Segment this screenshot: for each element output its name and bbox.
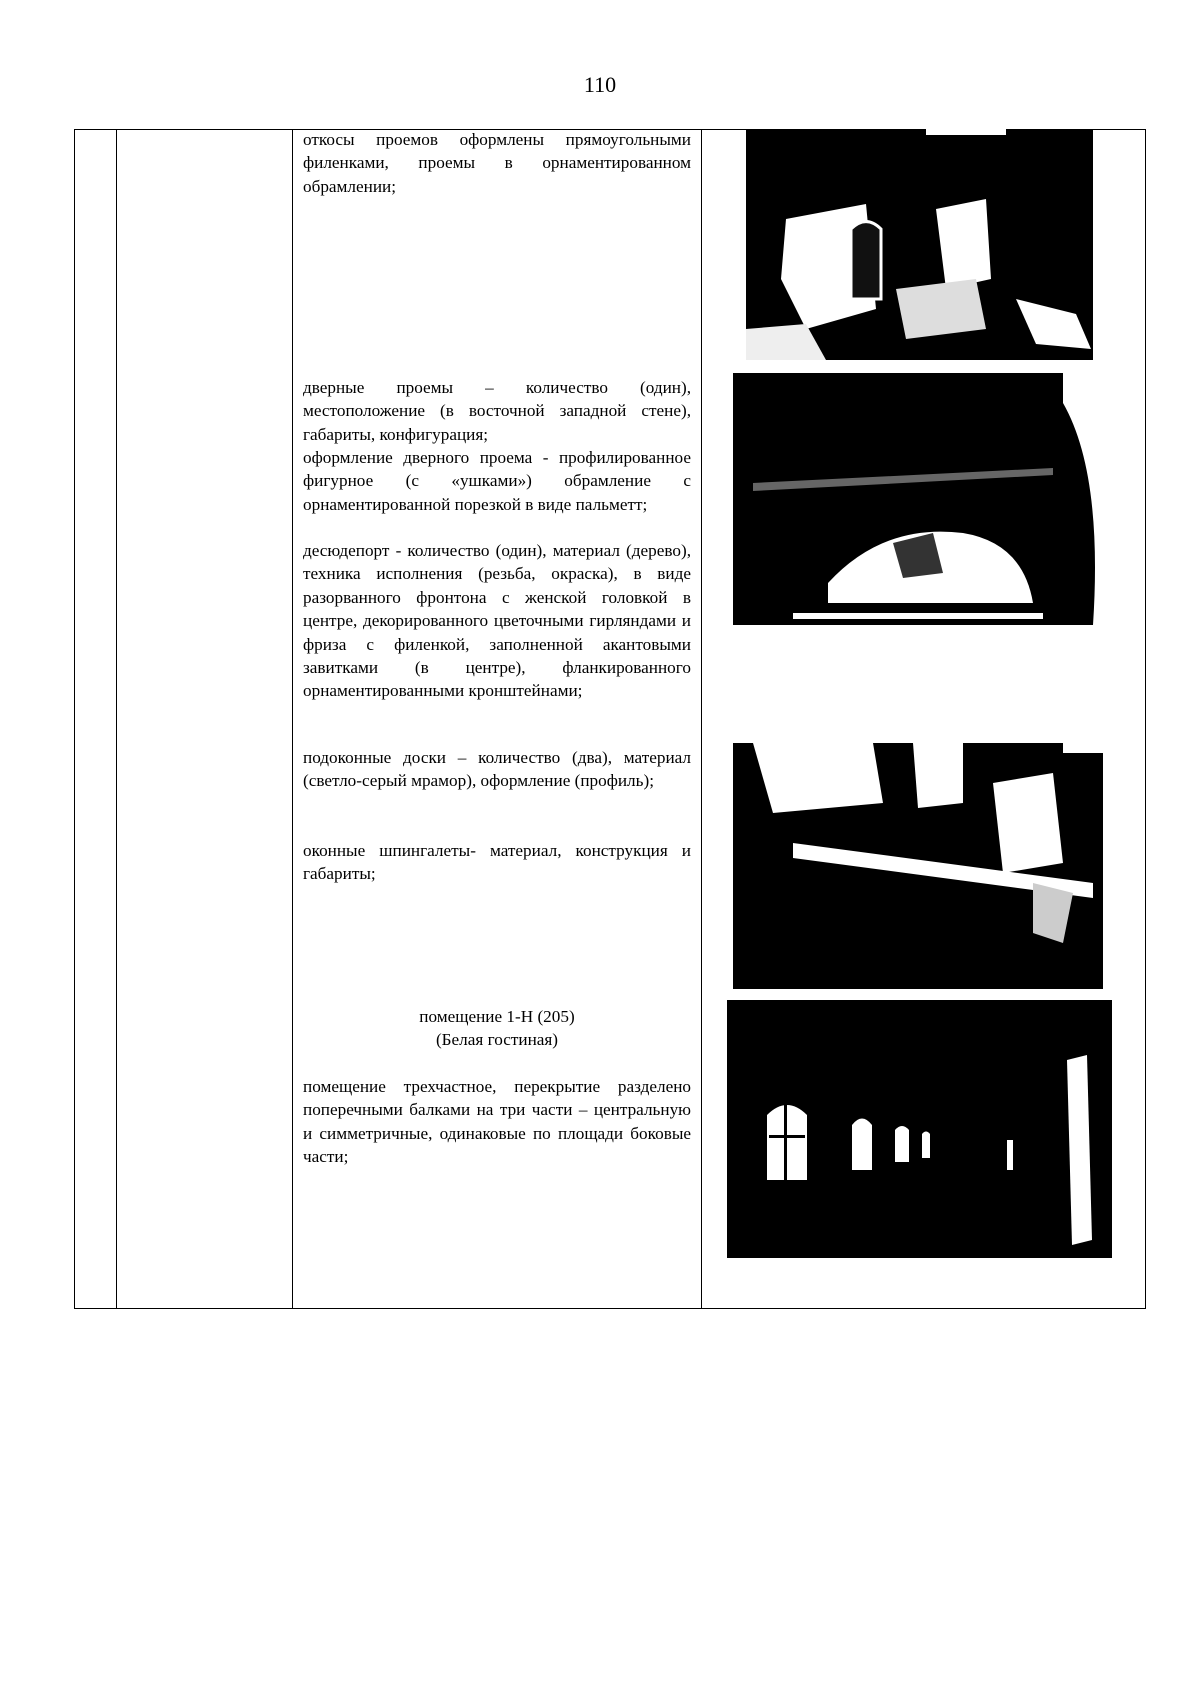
- photo-white-drawing-room: [727, 1000, 1112, 1258]
- room-title: помещение 1-Н (205): [419, 1007, 575, 1026]
- photo-doorway: [733, 373, 1106, 625]
- room-name: (Белая гостиная): [435, 1030, 559, 1049]
- paragraph-door-openings: дверные проемы – количество (один), местоположение (в восточной западной стене), габариты, конфигурация;: [303, 378, 691, 444]
- column-divider-3: [701, 130, 702, 1308]
- paragraph-door-frame: оформление дверного проема - профилированное фигурное (с «ушками») обрамление с орнаментированной порезкой в виде пальметт;: [303, 448, 691, 514]
- column-divider-1: [116, 130, 117, 1308]
- column-divider-2: [292, 130, 293, 1308]
- paragraph-window-sills: подоконные доски – количество (два), материал (светло-серый мрамор), оформление (профиль);: [303, 748, 691, 791]
- paragraph-overdoor: десюдепорт - количество (один), материал (дерево), техника исполнения (резьба, окраска), в виде разорванного фронтона с женской головкой в центре, декорированного цветочными гирляндами и фриза с филенкой, заполненной акантовыми завитками (в центре), фланкированного орнаментированными кронштейнами;: [303, 541, 691, 701]
- page-number: 110: [583, 72, 617, 97]
- photo-window-reveals: [746, 129, 1093, 360]
- paragraph-room-description: помещение трехчастное, перекрытие разделено поперечными балками на три части – центральную и симметричные, одинаковые по площади боковые части;: [303, 1077, 691, 1167]
- paragraph-window-reveals: откосы проемов оформлены прямоугольными филенками, проемы в орнаментированном обрамлении;: [303, 130, 691, 196]
- paragraph-window-latches: оконные шпингалеты- материал, конструкция и габариты;: [303, 841, 691, 884]
- photo-window-sills: [733, 743, 1103, 989]
